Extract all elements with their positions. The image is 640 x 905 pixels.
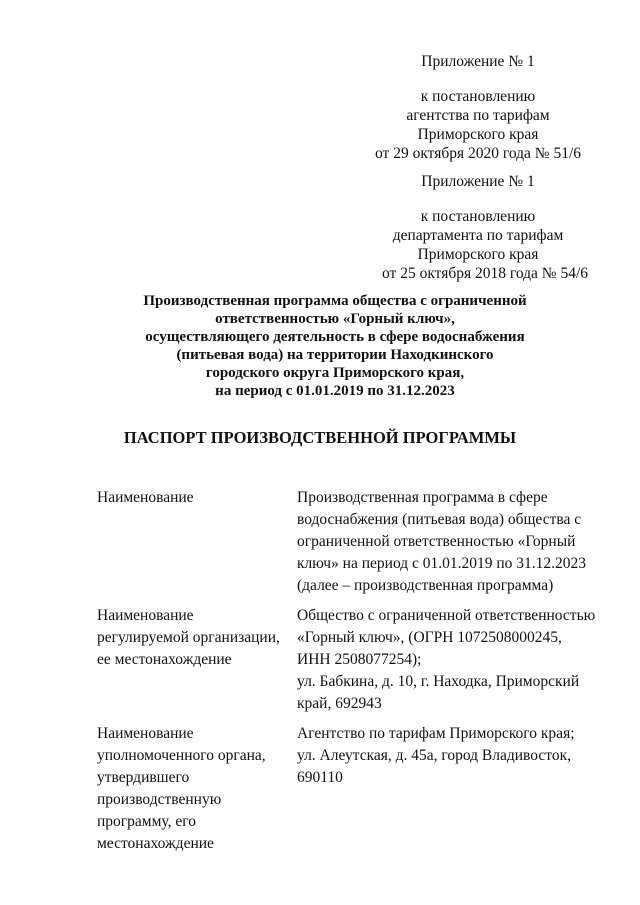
- appendix-line: Приморского края: [417, 126, 539, 143]
- label-line: производственную: [97, 791, 222, 808]
- row-value: [297, 487, 597, 597]
- appendix-line: от 29 октября 2020 года № 51/6: [375, 145, 581, 162]
- appendix-line: департамента по тарифам: [392, 227, 564, 244]
- title-line: городского округа Приморского края,: [205, 365, 465, 381]
- value-line: край, 692943: [297, 695, 382, 712]
- value-line: «Горный ключ», (ОГРН 1072508000245,: [297, 629, 562, 646]
- value-line: Агентство по тарифам Приморского края;: [297, 725, 575, 742]
- label-line: программу, его: [97, 813, 196, 830]
- label-line: Наименование: [97, 725, 194, 742]
- label-line: местонахождение: [97, 835, 214, 852]
- value-line: ограниченной ответственностью «Горный: [297, 533, 576, 550]
- row-label: [97, 487, 287, 509]
- appendix-block-department: [358, 172, 598, 283]
- title-line: Производственная программа общества с ограниченной: [143, 293, 527, 309]
- title-line: на период с 01.01.2019 по 31.12.2023: [215, 383, 455, 399]
- label-line: регулируемой организации,: [97, 629, 280, 646]
- value-line: ключ» на период с 01.01.2019 по 31.12.2023: [297, 555, 587, 572]
- value-line: ИНН 2508077254);: [297, 651, 422, 668]
- label-line: Наименование: [97, 607, 194, 624]
- title-line: ответственностью «Горный ключ»,: [215, 311, 455, 327]
- value-line: водоснабжения (питьевая вода) общества с: [297, 511, 582, 528]
- label-line: уполномоченного органа,: [97, 747, 266, 764]
- appendix-line: к постановлению: [420, 88, 536, 105]
- row-label: [97, 605, 287, 671]
- value-line: (далее – производственная программа): [297, 577, 554, 594]
- appendix-line: к постановлению: [420, 208, 536, 225]
- value-line: ул. Алеутская, д. 45а, город Владивосток,: [297, 747, 572, 764]
- label-line: Наименование: [97, 489, 194, 506]
- appendix-heading: Приложение № 1: [421, 173, 535, 190]
- title-line: (питьевая вода) на территории Находкинского: [176, 347, 494, 363]
- row-value: [297, 723, 597, 789]
- document-title: [80, 292, 590, 400]
- appendix-line: агентства по тарифам: [406, 107, 550, 124]
- value-line: 690110: [297, 769, 343, 786]
- value-line: Производственная программа в сфере: [297, 489, 548, 506]
- value-line: ул. Бабкина, д. 10, г. Находка, Приморский: [297, 673, 580, 690]
- value-line: Общество с ограниченной ответственностью: [297, 607, 596, 624]
- appendix-block-agency: [358, 52, 598, 163]
- label-line: утвердившего: [97, 769, 190, 786]
- title-line: осуществляющего деятельность в сфере водоснабжения: [145, 329, 525, 345]
- appendix-line: от 25 октября 2018 года № 54/6: [382, 265, 588, 282]
- passport-heading: ПАСПОРТ ПРОИЗВОДСТВЕННОЙ ПРОГРАММЫ: [123, 428, 517, 447]
- row-value: [297, 605, 597, 715]
- appendix-heading: Приложение № 1: [421, 53, 535, 70]
- row-label: [97, 723, 287, 855]
- appendix-line: Приморского края: [417, 246, 539, 263]
- label-line: ее местонахождение: [97, 651, 232, 668]
